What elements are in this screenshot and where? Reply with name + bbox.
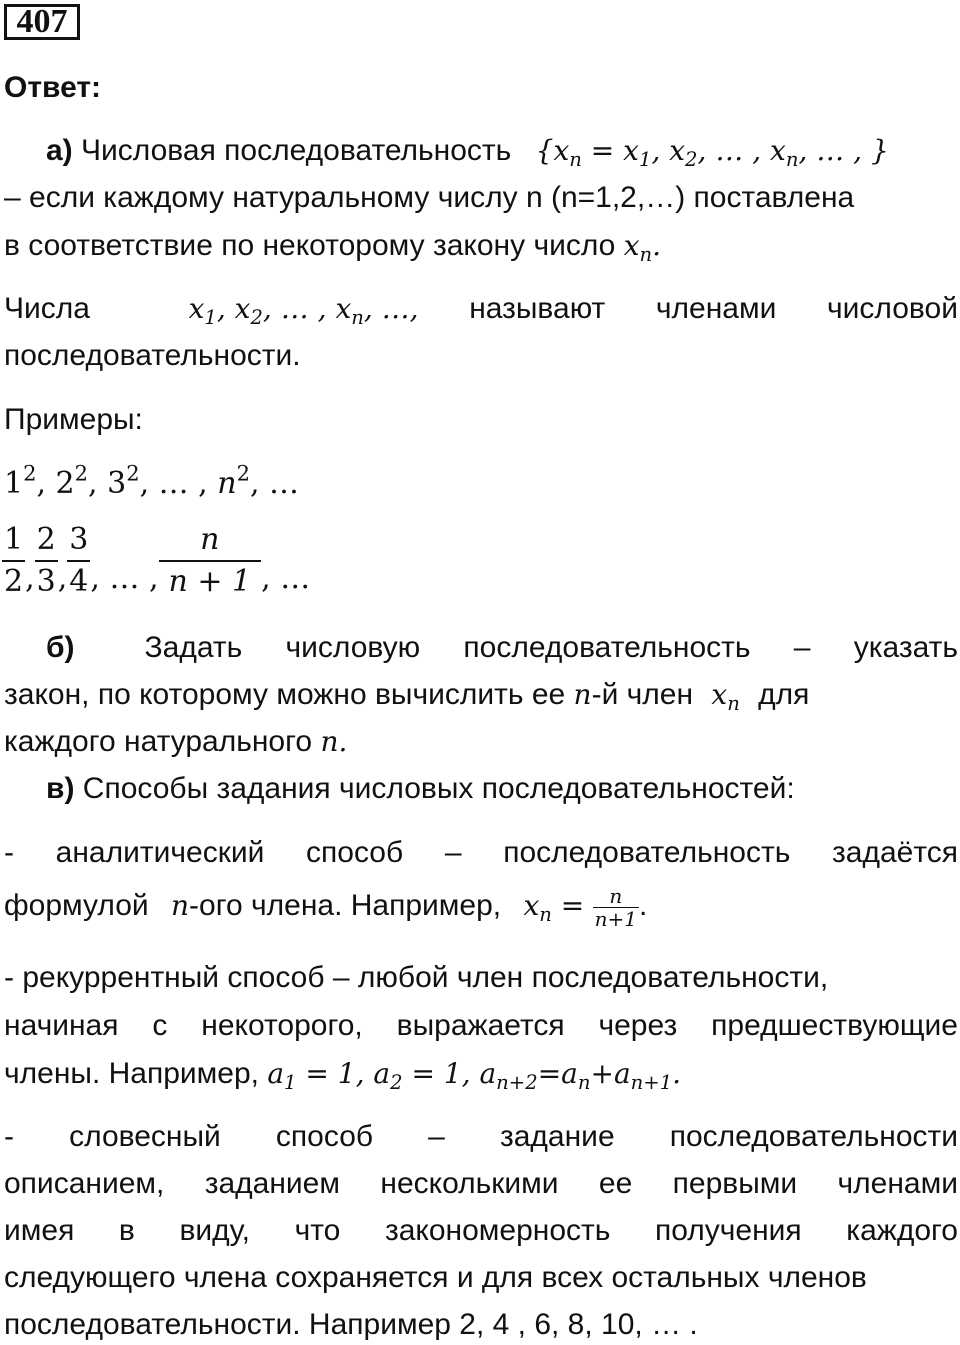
- verbal-line-5: последовательности. Например 2, 4 , 6, 8, 10, … .: [4, 1308, 698, 1341]
- analytic-formula-fraction: $\frac{n}{n+1}$: [594, 883, 637, 931]
- para-a-line-1: [4, 131, 958, 171]
- para-a-line-2: – если каждому натуральному числу n (n=1,2,…) поставлена: [4, 181, 855, 214]
- members-math: $x_1$, $x_2$, … , $x_n$, …,: [188, 292, 419, 329]
- example-squares: $1^2$, $2^2$, $3^2$, … , $n^2$, …: [4, 461, 300, 501]
- members-line-2: последовательности.: [4, 339, 301, 372]
- fraction-n: $\frac{n}{n + 1}$: [159, 520, 262, 602]
- verbal-line-3: имея в виду, что закономерность получения каждого: [4, 1214, 958, 1247]
- exercise-number: 407: [4, 4, 80, 40]
- members-w4: членами: [655, 292, 777, 325]
- verbal-line-4: следующего члена сохраняется и для всех остальных членов: [4, 1261, 867, 1294]
- recurrent-line-2: начиная с некоторого, выражается через предшествующие: [4, 1009, 958, 1042]
- para-a-line-3: [4, 226, 958, 266]
- para-b-line-1: [4, 628, 958, 668]
- members-w1: Числа: [4, 292, 90, 325]
- members-w3: называют: [469, 292, 606, 325]
- fraction-1: $\frac{1}{2}$: [4, 522, 24, 599]
- xn-math: $x_n$.: [623, 229, 662, 266]
- analytic-line-1: - аналитический способ – последовательность задаётся: [4, 836, 958, 869]
- para-a-text-1: Числовая последовательность: [81, 134, 512, 167]
- fraction-3: $\frac{3}{4}$: [69, 522, 89, 599]
- recurrent-formula: $a_1 = 1$, $a_2 = 1$, $a_{n+2}=a_n+a_{n+1}$.: [267, 1057, 682, 1094]
- sequence-definition-math: {$x_n = x_1$, $x_2$, … , $x_n$, … , }: [535, 134, 889, 171]
- verbal-line-1: - словесный способ – задание последовательности: [4, 1120, 958, 1153]
- para-v-line-1: в) Способы задания числовых последовательностей:: [46, 772, 795, 805]
- label-v: в): [46, 772, 75, 805]
- label-a: а): [46, 134, 73, 167]
- verbal-line-2: описанием, заданием несколькими ее первыми членами: [4, 1167, 958, 1200]
- para-b-line-3: каждого натурального n.: [4, 725, 348, 758]
- analytic-line-2: формулой n-ого члена. Например, $x_n$ = $\frac{n}{n+1}$ .: [4, 883, 648, 931]
- para-b-text-1: Задать числовую последовательность – указать: [144, 631, 958, 664]
- para-b-line-2: закон, по которому можно вычислить ее n-й член $x_n$ для: [4, 678, 810, 715]
- members-line-1: [4, 289, 958, 329]
- recurrent-line-1: - рекуррентный способ – любой член последовательности,: [4, 961, 829, 994]
- fraction-2: $\frac{2}{3}$: [36, 522, 56, 599]
- recurrent-line-3: члены. Например, $a_1 = 1$, $a_2 = 1$, $a_{n+2}=a_n+a_{n+1}$.: [4, 1057, 682, 1094]
- example-fractions: $\frac{1}{2}$ , $\frac{2}{3}$ , $\frac{3}{4}$ , … , $\frac{n}{n + 1}$ , …: [2, 520, 310, 610]
- examples-label: Примеры:: [4, 403, 143, 436]
- para-a-text-3: в соответствие по некоторому закону число: [4, 229, 616, 262]
- answer-label: Ответ:: [4, 71, 102, 104]
- label-b: б): [46, 631, 75, 664]
- members-w5: числовой: [827, 292, 958, 325]
